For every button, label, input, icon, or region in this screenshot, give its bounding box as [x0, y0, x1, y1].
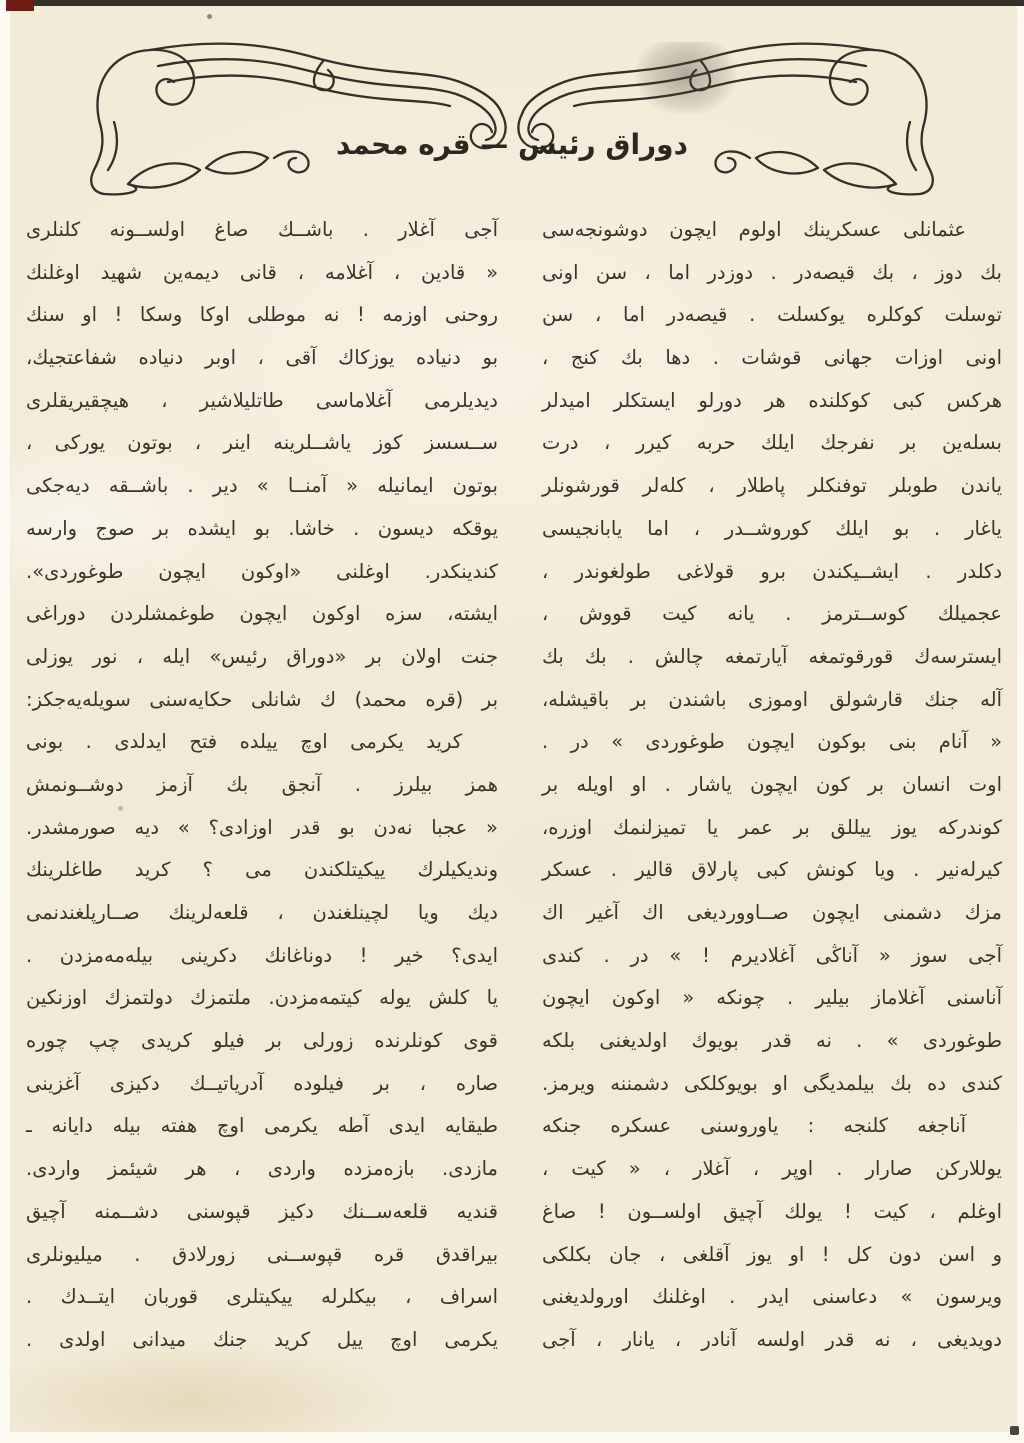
text-line: طيقايه ايدى آطه يكرمى اوچ هفته بيله دايانه ـ — [26, 1114, 498, 1138]
scan-edge-right — [1017, 0, 1024, 1443]
scan-edge-top — [8, 0, 1024, 6]
text-line: يوقكه ديسون . خاشا. بو ايشده بر صوج وارسه — [26, 516, 498, 540]
text-line: عجميلك كوســترمز . يانه كيت قووش ، — [542, 602, 1002, 626]
text-line: جنت اولان بر «دوراق رئيس» ايله ، نور يوزلى — [26, 644, 498, 668]
text-line: ايدى؟ خير ! دوناغانك دكرينى بيله‌مه‌مزدن . — [26, 943, 498, 967]
scan-edge-left — [0, 0, 10, 1443]
text-line: اوت انسان بر كون ايچون ياشار . او اويله بر — [542, 772, 1002, 796]
scan-corner-speck — [1010, 1426, 1019, 1435]
scan-edge-red-mark — [6, 0, 34, 11]
text-line: كندينكدر. اوغلنى «اوكون ايچون طوغوردى». — [26, 559, 498, 583]
text-line: اونى اوزات جهانى قوشات . دها بك كنج ، — [542, 346, 1002, 370]
text-line: « عجبا نه‌دن بو قدر اوزادى؟ » ديه صورمشدر. — [26, 815, 498, 839]
text-line: بسله‌ين بر نفرجك ايلك حربه كيرر ، درت — [542, 431, 1002, 455]
text-line: ياغار . بو ايلك كوروشــدر ، اما يابانجيسى — [542, 516, 1002, 540]
text-line: اوغلم ، كيت ! يولك آچيق اولســون ! صاغ — [542, 1199, 1002, 1223]
art-nouveau-flourish-ornament — [88, 26, 936, 204]
text-line: « قادين ، آغلامه ، قانى ديمه‌ين شهيد اوغلنك — [26, 260, 498, 284]
text-line: روحنى اوزمه ! نه موطلى اوكا وسكا ! او سنك — [26, 303, 498, 327]
text-line: بيراقدق قره قپوســنى زورلادق . ميليونلرى — [26, 1242, 498, 1266]
text-line: مازدى. بازه‌مزده واردى ، هر شيئمز واردى. — [26, 1157, 498, 1181]
text-line: آناسنى آغلاماز بيلير . چونكه « اوكون ايچون — [542, 986, 1002, 1010]
text-column-right — [542, 209, 1002, 1362]
text-line: توسلت كوكلره يوكسلت . قيصه‌در اما ، سن — [542, 303, 1002, 327]
text-line: ويرسون » دعاسنى ايدر . اوغلنك اورولديغنى — [542, 1285, 1002, 1309]
text-line: همز بيلرز . آنجق بك آزمز دوشــونمش — [26, 772, 498, 796]
text-line: دكلدر . ايشــيكندن برو قولاغى طولغوندر ، — [542, 559, 1002, 583]
text-line: كندى ده بك بيلمديگى او بويوكلكى دشمننه ويرمز. — [542, 1071, 1002, 1095]
text-line: آناجغه كلنجه : ياوروسنى عسكره جنكه — [542, 1114, 966, 1138]
text-line: يا كلش يوله كيتمه‌مزدن. ملتمزك دولتمزك اوزنكين — [26, 986, 498, 1010]
text-line: آله جنك قارشولق اوموزى باشندن بر باقيشله، — [542, 687, 1002, 711]
text-line: « آنام بنى بوكون ايچون طوغوردى » در . — [542, 730, 1002, 754]
text-line: بو دنياده يوزكاك آقى ، اوبر دنياده شفاعتجيك، — [26, 346, 498, 370]
text-line: طوغوردى » . نه قدر بويوك اولديغنى بلكه — [542, 1029, 1002, 1053]
text-line: ديديلرمى آغلاماسى طاتليلاشير ، هيچقيريقلرى — [26, 388, 498, 412]
text-line: عثمانلى عسكرينك اولوم ايچون دوشونجه‌سى — [542, 218, 966, 241]
text-line: و اسن دون كل ! او يوز آقلغى ، جان بكلكى — [542, 1242, 1002, 1266]
text-line: بك دوز ، بك قيصه‌در . دوزدر اما ، سن اونى — [542, 260, 1002, 284]
text-line: كيرله‌نير . ويا كونش كبى پارلاق قالير . عسكر — [542, 858, 1002, 882]
page-title: دوراق رئيس — قره محمد — [336, 128, 688, 161]
text-line: آجى آغلار . باشــك صاغ اولســونه كلنلرى — [26, 218, 498, 241]
text-line: دويديغى ، نه قدر اولسه آنادر ، يانار ، آجى — [542, 1327, 1002, 1351]
text-line: بوتون ايمانيله « آمنــا » دير . باشــقه ديه‌جكى — [26, 474, 498, 498]
text-line: قوى كونلرنده زورلى بر فيلو كريدى چپ چوره — [26, 1029, 498, 1053]
text-line: آجى سوز « آناڭى آغلاديرم ! » در . كندى — [542, 943, 1002, 967]
text-line: مزك دشمنى ايچون صــاوورديغى اك آغير اك — [542, 901, 1002, 924]
text-line: يوللاركن صارار . اوپر ، آغلار ، « كيت ، — [542, 1157, 1002, 1181]
text-line: ايشته، سزه اوكون ايچون طوغمشلردن دوراغى — [26, 602, 498, 626]
text-line: ونديكيلرك ييكيتلكندن مى ؟ كريد طاغلرينك — [26, 858, 498, 882]
scan-edge-bottom — [0, 1432, 1024, 1443]
text-line: ديك ويا لچينلغندن ، قلعه‌لرينك صــارپلغندنمى — [26, 901, 498, 924]
text-line: كريد يكرمى اوچ ييلده فتح ايدلدى . بونى — [26, 730, 462, 754]
text-column-left — [26, 209, 498, 1362]
text-line: صاره ، بر فيلوده آدرياتيــك دكيزى آغزينى — [26, 1071, 498, 1095]
text-line: اسراف ، بيكلرله ييكيتلرى قوربان ايتــدك . — [26, 1285, 498, 1309]
text-line: هركس كبى كوكلنده هر دورلو ايستكلر اميدلر — [542, 388, 1002, 412]
text-line: كوندركه يوز ييللق بر عمر يا تميزلنمك اوزره، — [542, 815, 1002, 839]
ink-smudge — [636, 42, 736, 114]
text-line: ياندن طوبلر توفنكلر پاطلار ، كله‌لر قورشونلر — [542, 474, 1002, 498]
text-line: قنديه قلعه‌ســنك دكيز قپوسنى دشــمنه آچيق — [26, 1199, 498, 1223]
ink-speck — [207, 14, 212, 19]
text-line: يكرمى اوچ ييل كريد جنك ميدانى اولدى . — [26, 1327, 498, 1351]
text-line: بر (قره محمد) ك شانلى حكايه‌سنى سويله‌يه‌جكز: — [26, 687, 498, 711]
text-line: ايسترسه‌ك قورقوتمغه آيارتمغه چالش . بك بك — [542, 644, 1002, 668]
text-line: ســسسز كوز ياشــلرينه اينر ، بوتون يوركى ، — [26, 431, 498, 455]
